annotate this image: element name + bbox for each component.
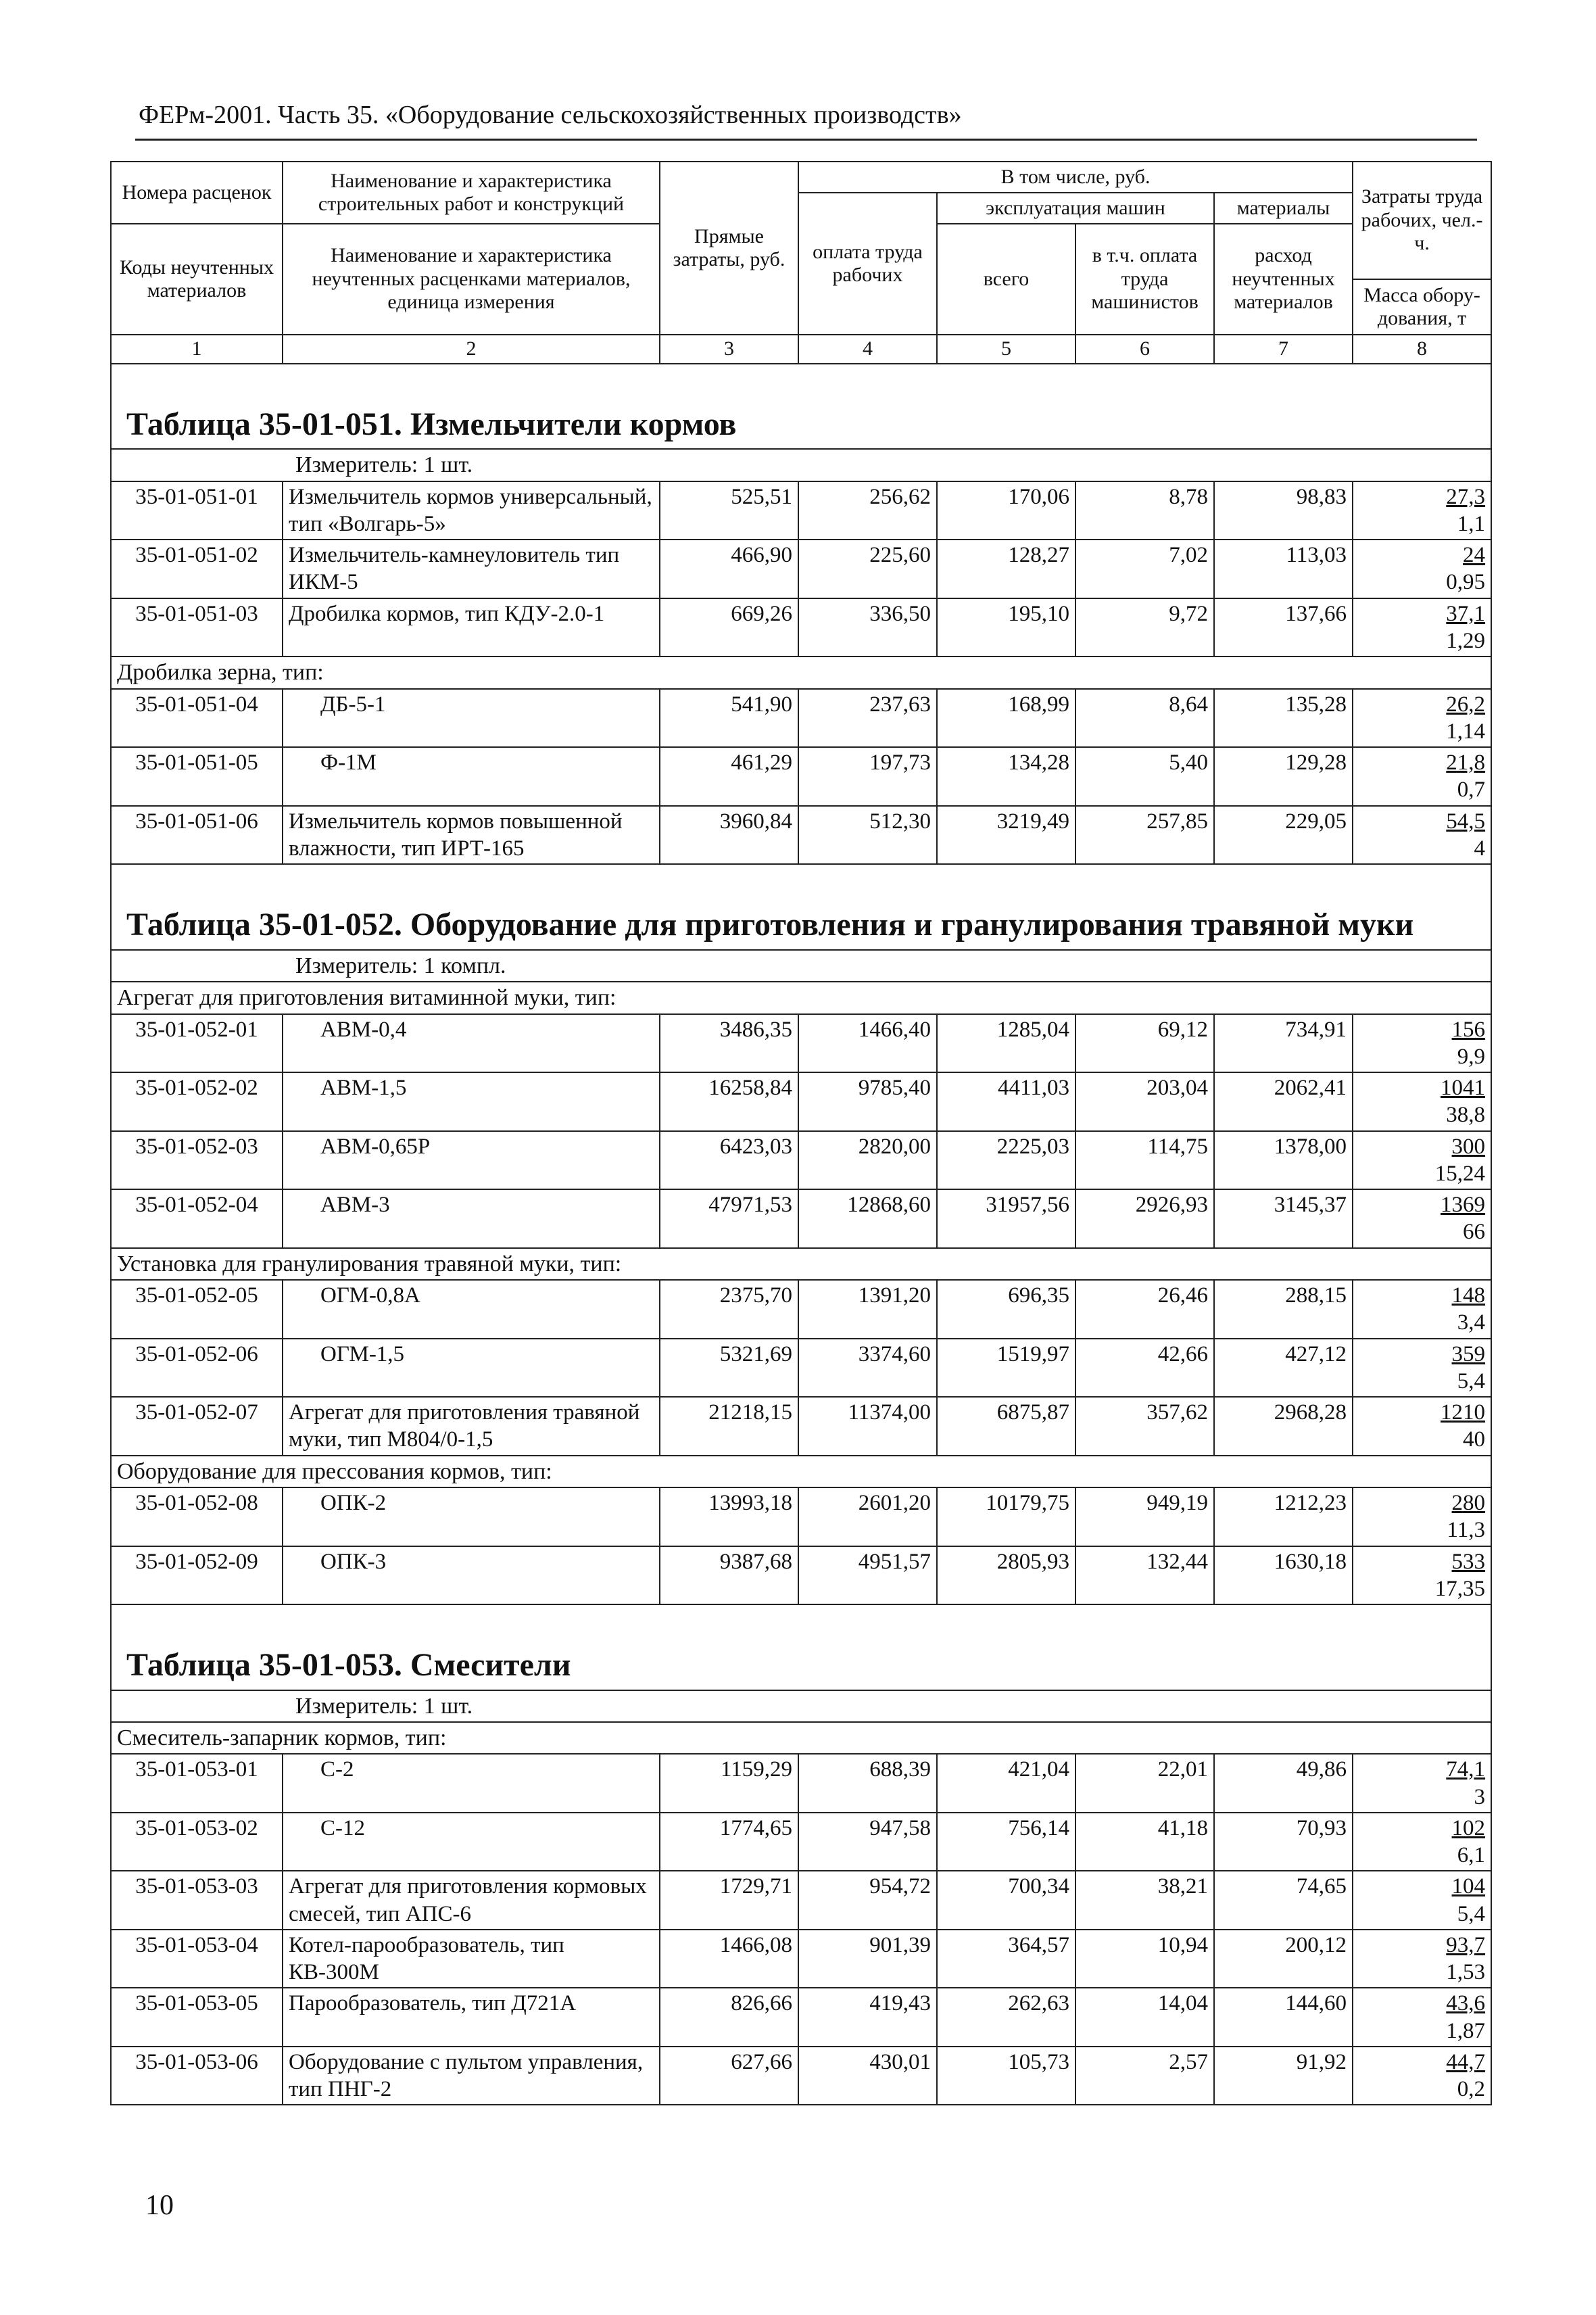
equipment-mass-value: 0,95 [1446, 570, 1486, 595]
direct-costs-cell: 1729,71 [660, 1871, 798, 1930]
table-row [111, 598, 1491, 657]
table-title: Таблица 35-01-051. Измельчители кормов [111, 364, 1491, 450]
equipment-mass-value: 5,4 [1457, 1368, 1486, 1393]
worker-pay-cell: 512,30 [798, 806, 937, 865]
machine-costs-cell: 1519,97 [937, 1339, 1075, 1398]
item-name: С-2 [283, 1754, 660, 1813]
direct-costs-cell: 21218,15 [660, 1397, 798, 1456]
materials-cell: 98,83 [1214, 481, 1353, 540]
item-name: Котел-парообразователь, тип КВ-300М [283, 1930, 660, 1988]
materials-cell: 91,92 [1214, 2047, 1353, 2105]
machinist-pay-cell: 10,94 [1075, 1930, 1214, 1988]
machine-costs-cell: 2805,93 [937, 1546, 1075, 1605]
machine-costs-cell: 2225,03 [937, 1131, 1075, 1190]
labor-mass-cell [1353, 1487, 1491, 1546]
machinist-pay-cell: 22,01 [1075, 1754, 1214, 1813]
table-title: Таблица 35-01-052. Оборудование для приготовления и гранулирования травяной муки [111, 864, 1491, 950]
rate-code: 35-01-052-05 [111, 1280, 283, 1339]
table-row [111, 747, 1491, 806]
header-worker-pay: оплата труда рабочих [798, 193, 937, 335]
labor-mass-cell [1353, 1189, 1491, 1248]
direct-costs-cell: 3960,84 [660, 806, 798, 865]
item-name: Агрегат для приготовления травяной муки, тип М804/0-1,5 [283, 1397, 660, 1456]
labor-mass-cell [1353, 1131, 1491, 1190]
worker-pay-cell: 947,58 [798, 1813, 937, 1871]
table-row [111, 1754, 1491, 1813]
rate-code: 35-01-051-01 [111, 481, 283, 540]
machinist-pay-cell: 42,66 [1075, 1339, 1214, 1398]
materials-cell: 2062,41 [1214, 1072, 1353, 1131]
header-work-name: Наименование и характеристика строительных работ и конструкций [283, 162, 660, 224]
labor-mass-cell [1353, 1546, 1491, 1605]
item-name: ДБ-5-1 [283, 689, 660, 748]
table-title-row [111, 364, 1491, 450]
item-name: ОПК-3 [283, 1546, 660, 1605]
item-name: Дробилка кормов, тип КДУ-2.0-1 [283, 598, 660, 657]
rate-code: 35-01-053-04 [111, 1930, 283, 1988]
rate-code: 35-01-052-07 [111, 1397, 283, 1456]
direct-costs-cell: 2375,70 [660, 1280, 798, 1339]
subheading-row [111, 1722, 1491, 1754]
labor-costs-value: 26,2 [1446, 692, 1486, 717]
labor-costs-value: 359 [1451, 1341, 1486, 1366]
machine-costs-cell: 6875,87 [937, 1397, 1075, 1456]
table-row [111, 1280, 1491, 1339]
direct-costs-cell: 466,90 [660, 540, 798, 598]
machinist-pay-cell: 5,40 [1075, 747, 1214, 806]
labor-costs-value: 93,7 [1446, 1932, 1486, 1957]
table-body [111, 364, 1491, 2105]
labor-mass-cell [1353, 1339, 1491, 1398]
materials-cell: 229,05 [1214, 806, 1353, 865]
equipment-mass-value: 1,53 [1446, 1960, 1486, 1985]
column-number: 1 [111, 335, 283, 364]
header-machine-operation: эксплуатация машин [937, 193, 1214, 224]
equipment-mass-value: 1,14 [1446, 719, 1486, 744]
materials-cell: 144,60 [1214, 1988, 1353, 2047]
item-name: ОГМ-0,8А [283, 1280, 660, 1339]
table-row [111, 1072, 1491, 1131]
labor-mass-cell [1353, 2047, 1491, 2105]
table-row [111, 540, 1491, 598]
rate-code: 35-01-052-01 [111, 1014, 283, 1073]
item-name: Измельчитель-камнеуловитель тип ИКМ-5 [283, 540, 660, 598]
header-equipment-mass: Масса обору-дования, т [1353, 279, 1491, 335]
column-number: 4 [798, 335, 937, 364]
subheading-row [111, 1456, 1491, 1487]
column-number: 8 [1353, 335, 1491, 364]
machinist-pay-cell: 41,18 [1075, 1813, 1214, 1871]
materials-cell: 734,91 [1214, 1014, 1353, 1073]
subheading-row [111, 657, 1491, 688]
labor-costs-value: 43,6 [1446, 1991, 1486, 2016]
column-number: 7 [1214, 335, 1353, 364]
equipment-mass-value: 0,2 [1457, 2077, 1486, 2102]
direct-costs-cell: 13993,18 [660, 1487, 798, 1546]
machine-costs-cell: 700,34 [937, 1871, 1075, 1930]
worker-pay-cell: 12868,60 [798, 1189, 937, 1248]
worker-pay-cell: 901,39 [798, 1930, 937, 1988]
worker-pay-cell: 237,63 [798, 689, 937, 748]
table-row [111, 481, 1491, 540]
rate-code: 35-01-052-06 [111, 1339, 283, 1398]
machine-costs-cell: 421,04 [937, 1754, 1075, 1813]
item-name: АВМ-3 [283, 1189, 660, 1248]
item-name: Измельчитель кормов универсальный, тип «Волгарь-5» [283, 481, 660, 540]
labor-mass-cell [1353, 1072, 1491, 1131]
labor-costs-value: 148 [1451, 1283, 1486, 1308]
header-material-name: Наименование и характеристика неучтенных расценками материалов, единица измерения [283, 224, 660, 335]
materials-cell: 74,65 [1214, 1871, 1353, 1930]
machinist-pay-cell: 38,21 [1075, 1871, 1214, 1930]
worker-pay-cell: 3374,60 [798, 1339, 937, 1398]
direct-costs-cell: 461,29 [660, 747, 798, 806]
rates-table [110, 161, 1492, 2105]
labor-mass-cell [1353, 1813, 1491, 1871]
equipment-mass-value: 1,87 [1446, 2018, 1486, 2043]
table-row [111, 2047, 1491, 2105]
labor-costs-value: 27,3 [1446, 484, 1486, 509]
table-row [111, 806, 1491, 865]
machine-costs-cell: 364,57 [937, 1930, 1075, 1988]
table-row [111, 1397, 1491, 1456]
item-name: АВМ-1,5 [283, 1072, 660, 1131]
rate-code: 35-01-053-06 [111, 2047, 283, 2105]
column-number: 2 [283, 335, 660, 364]
item-name: С-12 [283, 1813, 660, 1871]
worker-pay-cell: 954,72 [798, 1871, 937, 1930]
equipment-mass-value: 17,35 [1434, 1576, 1486, 1601]
subheading-row [111, 1248, 1491, 1280]
column-number: 5 [937, 335, 1075, 364]
table-row [111, 1339, 1491, 1398]
table-header [111, 162, 1491, 364]
materials-cell: 137,66 [1214, 598, 1353, 657]
worker-pay-cell: 197,73 [798, 747, 937, 806]
direct-costs-cell: 5321,69 [660, 1339, 798, 1398]
direct-costs-cell: 1159,29 [660, 1754, 798, 1813]
item-name: ОГМ-1,5 [283, 1339, 660, 1398]
machine-costs-cell: 105,73 [937, 2047, 1075, 2105]
machinist-pay-cell: 2926,93 [1075, 1189, 1214, 1248]
labor-mass-cell [1353, 1930, 1491, 1988]
rate-code: 35-01-053-01 [111, 1754, 283, 1813]
materials-cell: 49,86 [1214, 1754, 1353, 1813]
labor-mass-cell [1353, 540, 1491, 598]
equipment-mass-value: 1,1 [1457, 511, 1486, 536]
worker-pay-cell: 336,50 [798, 598, 937, 657]
machinist-pay-cell: 257,85 [1075, 806, 1214, 865]
materials-cell: 135,28 [1214, 689, 1353, 748]
header-unaccounted-materials: расход неучтенных материалов [1214, 224, 1353, 335]
materials-cell: 288,15 [1214, 1280, 1353, 1339]
labor-costs-value: 1210 [1441, 1400, 1486, 1425]
header-materials: материалы [1214, 193, 1353, 224]
materials-cell: 1212,23 [1214, 1487, 1353, 1546]
worker-pay-cell: 430,01 [798, 2047, 937, 2105]
equipment-mass-value: 6,1 [1457, 1843, 1486, 1868]
group-subheading: Дробилка зерна, тип: [111, 657, 1491, 688]
worker-pay-cell: 2601,20 [798, 1487, 937, 1546]
header-machine-total: всего [937, 224, 1075, 335]
equipment-mass-value: 11,3 [1447, 1518, 1486, 1543]
header-direct-costs: Прямые затраты, руб. [660, 162, 798, 335]
column-number: 6 [1075, 335, 1214, 364]
header-rule [135, 139, 1477, 141]
worker-pay-cell: 225,60 [798, 540, 937, 598]
materials-cell: 70,93 [1214, 1813, 1353, 1871]
labor-costs-value: 533 [1451, 1549, 1486, 1574]
labor-costs-value: 37,1 [1446, 601, 1486, 626]
materials-cell: 3145,37 [1214, 1189, 1353, 1248]
labor-costs-value: 104 [1451, 1874, 1486, 1899]
group-subheading: Агрегат для приготовления витаминной муки, тип: [111, 982, 1491, 1013]
labor-mass-cell [1353, 747, 1491, 806]
equipment-mass-value: 3,4 [1457, 1310, 1486, 1335]
materials-cell: 200,12 [1214, 1930, 1353, 1988]
worker-pay-cell: 256,62 [798, 481, 937, 540]
group-subheading: Установка для гранулирования травяной муки, тип: [111, 1248, 1491, 1280]
labor-costs-value: 74,1 [1446, 1757, 1486, 1782]
machinist-pay-cell: 8,64 [1075, 689, 1214, 748]
header-machinist-pay: в т.ч. оплата труда машинистов [1075, 224, 1214, 335]
table-title-row [111, 864, 1491, 950]
table-row [111, 1546, 1491, 1605]
worker-pay-cell: 1466,40 [798, 1014, 937, 1073]
table-unit-row [111, 950, 1491, 982]
labor-costs-value: 21,8 [1446, 750, 1486, 775]
labor-mass-cell [1353, 481, 1491, 540]
worker-pay-cell: 419,43 [798, 1988, 937, 2047]
item-name: Оборудование с пультом управления, тип ПНГ-2 [283, 2047, 660, 2105]
header-rate-numbers: Номера расценок [111, 162, 283, 224]
machine-costs-cell: 134,28 [937, 747, 1075, 806]
equipment-mass-value: 3 [1474, 1784, 1486, 1809]
machine-costs-cell: 262,63 [937, 1988, 1075, 2047]
direct-costs-cell: 1466,08 [660, 1930, 798, 1988]
machine-costs-cell: 10179,75 [937, 1487, 1075, 1546]
table-row [111, 1131, 1491, 1190]
machinist-pay-cell: 114,75 [1075, 1131, 1214, 1190]
table-unit-row [111, 1690, 1491, 1722]
rate-code: 35-01-053-02 [111, 1813, 283, 1871]
machinist-pay-cell: 9,72 [1075, 598, 1214, 657]
rate-code: 35-01-051-05 [111, 747, 283, 806]
table-title-row [111, 1604, 1491, 1690]
labor-costs-value: 280 [1451, 1491, 1486, 1515]
equipment-mass-value: 0,7 [1457, 778, 1486, 803]
item-name: Ф-1М [283, 747, 660, 806]
worker-pay-cell: 2820,00 [798, 1131, 937, 1190]
direct-costs-cell: 826,66 [660, 1988, 798, 2047]
machine-costs-cell: 128,27 [937, 540, 1075, 598]
equipment-mass-value: 66 [1463, 1220, 1486, 1245]
item-name: ОПК-2 [283, 1487, 660, 1546]
table-row [111, 1930, 1491, 1988]
header-including: В том числе, руб. [798, 162, 1353, 193]
machine-costs-cell: 696,35 [937, 1280, 1075, 1339]
equipment-mass-value: 4 [1474, 836, 1486, 861]
rate-code: 35-01-051-03 [111, 598, 283, 657]
materials-cell: 113,03 [1214, 540, 1353, 598]
labor-costs-value: 102 [1451, 1815, 1486, 1840]
worker-pay-cell: 688,39 [798, 1754, 937, 1813]
table-row [111, 1014, 1491, 1073]
materials-cell: 1630,18 [1214, 1546, 1353, 1605]
rate-code: 35-01-052-08 [111, 1487, 283, 1546]
table-row [111, 1988, 1491, 2047]
machinist-pay-cell: 7,02 [1075, 540, 1214, 598]
table-row [111, 1871, 1491, 1930]
worker-pay-cell: 11374,00 [798, 1397, 937, 1456]
direct-costs-cell: 669,26 [660, 598, 798, 657]
item-name: АВМ-0,4 [283, 1014, 660, 1073]
direct-costs-cell: 541,90 [660, 689, 798, 748]
rate-code: 35-01-051-04 [111, 689, 283, 748]
machine-costs-cell: 4411,03 [937, 1072, 1075, 1131]
rate-code: 35-01-053-03 [111, 1871, 283, 1930]
machine-costs-cell: 195,10 [937, 598, 1075, 657]
rate-code: 35-01-051-06 [111, 806, 283, 865]
direct-costs-cell: 627,66 [660, 2047, 798, 2105]
table-row [111, 689, 1491, 748]
materials-cell: 1378,00 [1214, 1131, 1353, 1190]
equipment-mass-value: 38,8 [1446, 1103, 1486, 1128]
table-unit-row [111, 449, 1491, 481]
table-row [111, 1813, 1491, 1871]
rate-code: 35-01-053-05 [111, 1988, 283, 2047]
item-name: АВМ-0,65Р [283, 1131, 660, 1190]
direct-costs-cell: 16258,84 [660, 1072, 798, 1131]
labor-mass-cell [1353, 1988, 1491, 2047]
labor-mass-cell [1353, 1871, 1491, 1930]
rate-code: 35-01-052-09 [111, 1546, 283, 1605]
labor-mass-cell [1353, 598, 1491, 657]
item-name: Агрегат для приготовления кормовых смесей, тип АПС-6 [283, 1871, 660, 1930]
equipment-mass-value: 5,4 [1457, 1901, 1486, 1926]
labor-mass-cell [1353, 1397, 1491, 1456]
labor-costs-value: 1369 [1441, 1193, 1486, 1218]
table-title: Таблица 35-01-053. Смесители [111, 1604, 1491, 1690]
labor-mass-cell [1353, 1754, 1491, 1813]
equipment-mass-value: 15,24 [1434, 1161, 1486, 1186]
machine-costs-cell: 170,06 [937, 481, 1075, 540]
worker-pay-cell: 9785,40 [798, 1072, 937, 1131]
labor-costs-value: 300 [1451, 1134, 1486, 1159]
machinist-pay-cell: 949,19 [1075, 1487, 1214, 1546]
labor-costs-value: 24 [1463, 543, 1486, 568]
machinist-pay-cell: 14,04 [1075, 1988, 1214, 2047]
machinist-pay-cell: 357,62 [1075, 1397, 1214, 1456]
labor-mass-cell [1353, 1280, 1491, 1339]
materials-cell: 2968,28 [1214, 1397, 1353, 1456]
running-header: ФЕРм-2001. Часть 35. «Оборудование сельскохозяйственных производств» [139, 101, 962, 129]
group-subheading: Оборудование для прессования кормов, тип: [111, 1456, 1491, 1487]
labor-costs-value: 44,7 [1446, 2049, 1486, 2074]
direct-costs-cell: 3486,35 [660, 1014, 798, 1073]
table-unit: Измеритель: 1 шт. [111, 1690, 1491, 1722]
subheading-row [111, 982, 1491, 1013]
worker-pay-cell: 4951,57 [798, 1546, 937, 1605]
table-row [111, 1189, 1491, 1248]
labor-costs-value: 54,5 [1446, 809, 1486, 834]
machine-costs-cell: 756,14 [937, 1813, 1075, 1871]
group-subheading: Смеситель-запарник кормов, тип: [111, 1722, 1491, 1754]
labor-costs-value: 1041 [1441, 1076, 1486, 1101]
rate-code: 35-01-052-03 [111, 1131, 283, 1190]
table-row [111, 1487, 1491, 1546]
machine-costs-cell: 1285,04 [937, 1014, 1075, 1073]
table-unit: Измеритель: 1 шт. [111, 449, 1491, 481]
direct-costs-cell: 1774,65 [660, 1813, 798, 1871]
machinist-pay-cell: 69,12 [1075, 1014, 1214, 1073]
labor-mass-cell [1353, 1014, 1491, 1073]
machinist-pay-cell: 203,04 [1075, 1072, 1214, 1131]
materials-cell: 427,12 [1214, 1339, 1353, 1398]
column-number: 3 [660, 335, 798, 364]
item-name: Измельчитель кормов повышенной влажности, тип ИРТ-165 [283, 806, 660, 865]
equipment-mass-value: 1,29 [1446, 628, 1486, 653]
machinist-pay-cell: 2,57 [1075, 2047, 1214, 2105]
header-material-codes: Коды неучтенных материалов [111, 224, 283, 335]
equipment-mass-value: 9,9 [1457, 1044, 1486, 1069]
machine-costs-cell: 3219,49 [937, 806, 1075, 865]
machinist-pay-cell: 8,78 [1075, 481, 1214, 540]
table-unit: Измеритель: 1 компл. [111, 950, 1491, 982]
machine-costs-cell: 31957,56 [937, 1189, 1075, 1248]
rate-code: 35-01-052-04 [111, 1189, 283, 1248]
machinist-pay-cell: 26,46 [1075, 1280, 1214, 1339]
header-labor-costs: Затраты труда рабочих, чел.-ч. [1353, 162, 1491, 279]
rate-code: 35-01-052-02 [111, 1072, 283, 1131]
item-name: Парообразователь, тип Д721А [283, 1988, 660, 2047]
machine-costs-cell: 168,99 [937, 689, 1075, 748]
page-number: 10 [145, 2190, 174, 2221]
direct-costs-cell: 525,51 [660, 481, 798, 540]
rate-code: 35-01-051-02 [111, 540, 283, 598]
materials-cell: 129,28 [1214, 747, 1353, 806]
direct-costs-cell: 6423,03 [660, 1131, 798, 1190]
worker-pay-cell: 1391,20 [798, 1280, 937, 1339]
labor-mass-cell [1353, 806, 1491, 865]
labor-mass-cell [1353, 689, 1491, 748]
equipment-mass-value: 40 [1463, 1427, 1486, 1452]
machinist-pay-cell: 132,44 [1075, 1546, 1214, 1605]
direct-costs-cell: 9387,68 [660, 1546, 798, 1605]
direct-costs-cell: 47971,53 [660, 1189, 798, 1248]
labor-costs-value: 156 [1451, 1017, 1486, 1042]
